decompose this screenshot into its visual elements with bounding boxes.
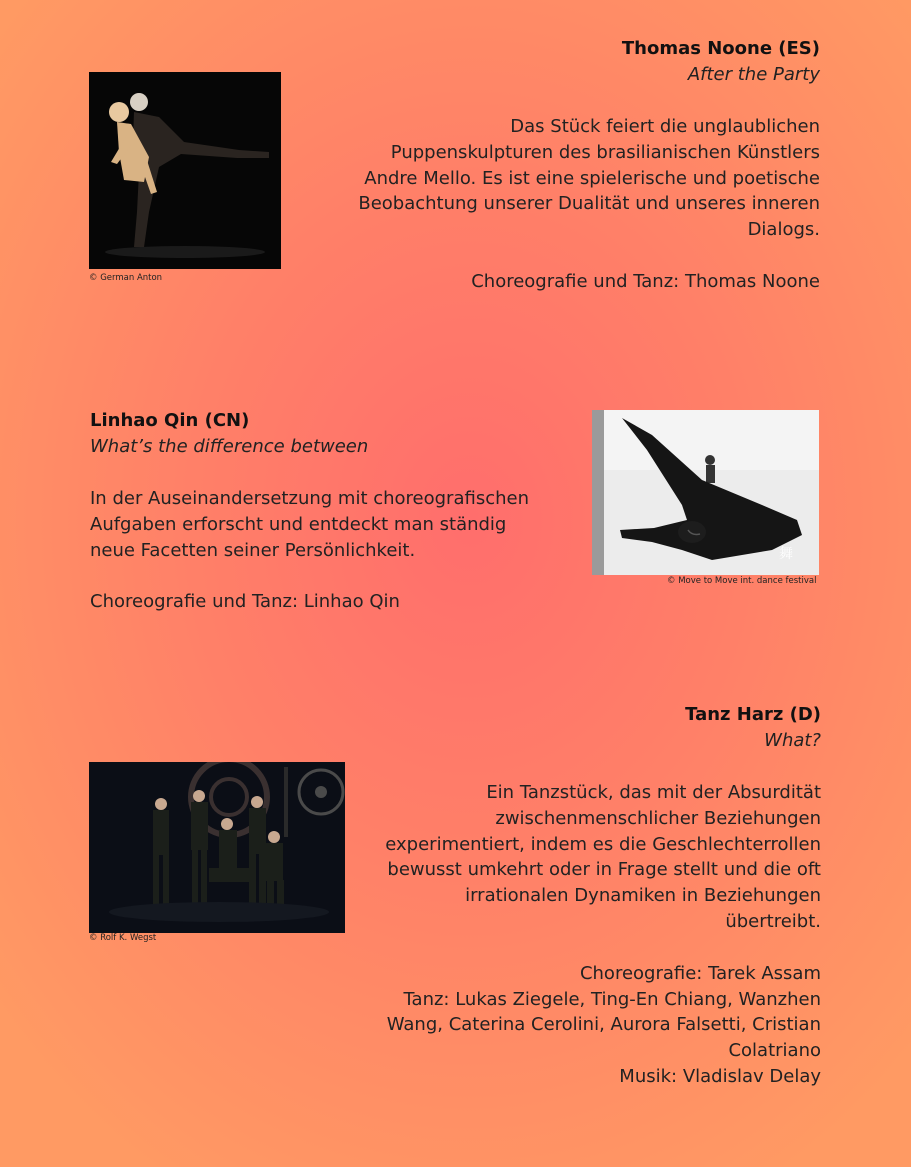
description-line: Beobachtung unserer Dualität und unseres inneren [358,193,820,215]
section-description [372,780,821,935]
photo-linhao-qin [592,410,819,575]
description-line: Andre Mello. Es ist eine spielerische und poetische [364,167,820,189]
description-line: Dialogs. [747,219,820,241]
description-line: übertreibt. [725,910,821,932]
section-linhao-qin [90,408,550,615]
credits-line: Choreografie und Tanz: Thomas Noone [471,270,820,292]
dancer-illustration-1 [89,72,281,269]
dancer-illustration-3 [89,762,345,933]
section-title: Thomas Noone (ES) [621,38,820,59]
description-line: In der Auseinandersetzung mit choreografischen [90,488,529,509]
description-line: bewusst umkehrt oder in Frage stellt und die oft [387,859,821,881]
description-line: Ein Tanzstück, das mit der Absurdität [486,782,821,803]
svg-text:舞: 舞 [779,545,793,561]
credits-line: Tanz: Lukas Ziegele, Ting-En Chiang, Wanzhen [403,988,821,1010]
credits-line: Colatriano [728,1040,821,1062]
description-line: Aufgaben erforscht und entdeckt man ständig [90,513,507,535]
section-subtitle: What’s the difference between [90,436,369,457]
credits-line: Musik: Vladislav Delay [619,1065,821,1087]
credits-line: Wang, Caterina Cerolini, Aurora Falsetti, Cristian [386,1014,821,1036]
description-line: irrationalen Dynamiken in Beziehungen [465,885,821,907]
description-line: Puppenskulpturen des brasilianischen Künstlers [390,141,820,163]
section-credits [90,589,550,615]
photo-credit-1: © German Anton [89,273,163,283]
photo-thomas-noone [89,72,281,269]
description-line: zwischenmenschlicher Beziehungen [495,807,821,829]
section-description [350,114,820,243]
section-tanz-harz [372,702,821,1090]
photo-credit-2: © Move to Move int. dance festival [667,576,817,586]
section-credits [350,269,820,295]
dancer-illustration-2 [592,410,819,575]
section-thomas-noone [350,36,820,295]
credits-line: Choreografie und Tanz: Linhao Qin [90,591,400,613]
section-title: Linhao Qin (CN) [90,410,250,431]
description-line: Das Stück feiert die unglaublichen [510,116,820,137]
description-line: experimentiert, indem es die Geschlechterrollen [385,833,821,855]
section-description [90,486,550,563]
section-title: Tanz Harz (D) [685,704,821,725]
section-subtitle: After the Party [687,64,820,85]
credits-line: Choreografie: Tarek Assam [579,962,821,984]
description-line: neue Facetten seiner Persönlichkeit. [90,539,416,561]
photo-credit-3: © Rolf K. Wegst [89,933,157,943]
photo-tanz-harz [89,762,345,933]
section-subtitle: What? [764,730,821,751]
section-credits [372,961,821,1090]
